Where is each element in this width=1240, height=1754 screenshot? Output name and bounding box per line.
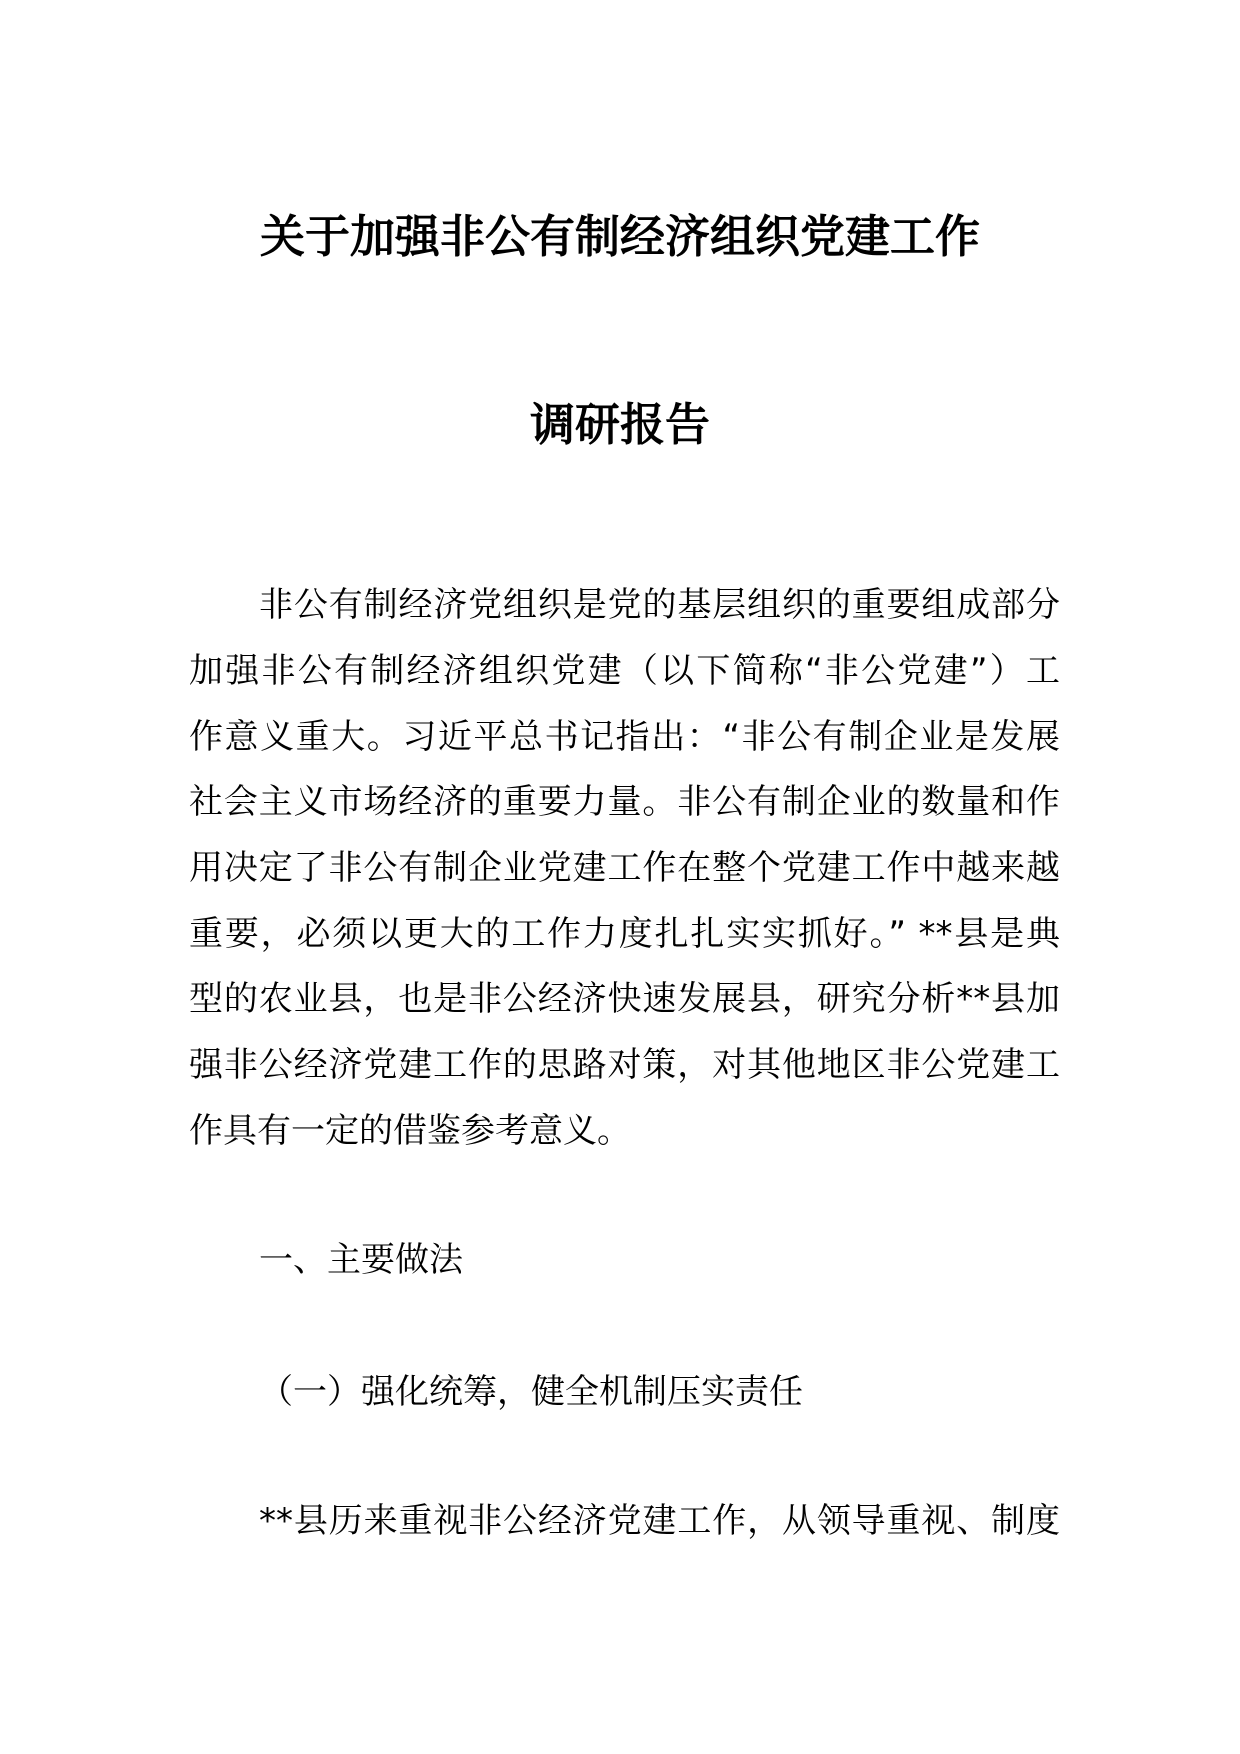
intro-paragraph-line: 作具有一定的借鉴参考意义。 <box>189 1111 631 1151</box>
intro-paragraph-line: 作意义重大。习近平总书记指出：“非公有制企业是发展 <box>189 717 1060 757</box>
intro-paragraph-line: 加强非公有制经济组织党建（以下简称“非公党建”）工 <box>189 651 1060 691</box>
intro-paragraph-line: 重要，必须以更大的工作力度扎扎实实抓好。” **县是典 <box>189 914 1060 954</box>
intro-paragraph-line: 型的农业县，也是非公经济快速发展县，研究分析**县加 <box>189 979 1060 1019</box>
intro-paragraph-line: 用决定了非公有制企业党建工作在整个党建工作中越来越 <box>189 848 1060 888</box>
body-paragraph-line: **县历来重视非公经济党建工作，从领导重视、制度 <box>259 1501 1060 1541</box>
intro-paragraph-line: 社会主义市场经济的重要力量。非公有制企业的数量和作 <box>189 782 1060 822</box>
section-heading: 一、主要做法 <box>259 1240 463 1280</box>
subsection-heading: （一）强化统筹，健全机制压实责任 <box>259 1372 803 1412</box>
intro-paragraph-line: 强非公经济党建工作的思路对策，对其他地区非公党建工 <box>189 1045 1060 1085</box>
document-title-line-1: 关于加强非公有制经济组织党建工作 <box>259 210 980 263</box>
document-title-line-2: 调研报告 <box>529 398 710 451</box>
intro-paragraph-line: 非公有制经济党组织是党的基层组织的重要组成部分 <box>259 585 1060 625</box>
